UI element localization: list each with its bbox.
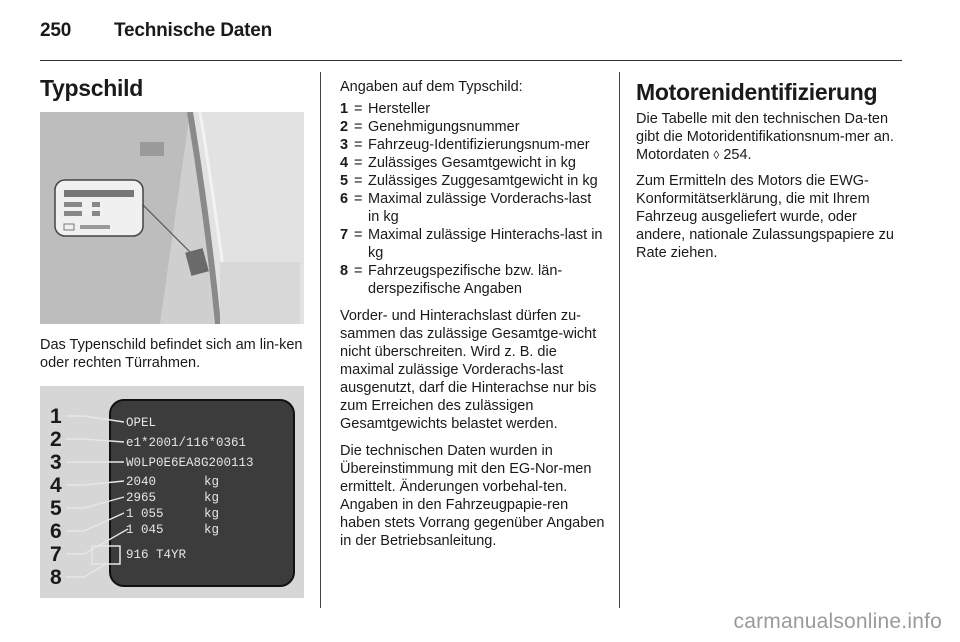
column-3 — [636, 78, 906, 262]
axle-load-paragraph: Vorder- und Hinterachslast dürfen zu-sammen das zulässige Gesamtge-wicht nicht überschreiten. Wird z. B. die maximal zulässige Vorderachs-last ausgenutzt, darf die Hinterachse nur bis zum Erreichen des zulässigen Gesamtgewichts belastet werden. — [340, 308, 597, 432]
page-reference[interactable]: 254. — [723, 147, 752, 163]
section-heading-motorenidentifizierung: Motorenidentifizierung — [636, 79, 878, 105]
plate-line-1: OPEL — [126, 416, 157, 430]
plate-unit-3: kg — [204, 507, 220, 521]
callout-1: 1 — [50, 405, 62, 428]
engine-table-paragraph: Die Tabelle mit den technischen Da-ten gibt die Motoridentifikationsnum-mer an. Motordaten ◊ 254. — [636, 111, 894, 163]
arrow-right-icon: ◊ — [713, 148, 720, 162]
plate-bottom-line: 916 T4YR — [126, 548, 187, 562]
plate-location-caption: Das Typenschild befindet sich am lin-ken oder rechten Türrahmen. — [40, 337, 303, 371]
callout-4: 4 — [50, 474, 62, 497]
column-2 — [340, 78, 606, 550]
callout-7: 7 — [50, 543, 62, 566]
column-divider-1 — [320, 72, 321, 608]
plate-item-list — [340, 100, 606, 298]
plate-list-title: Angaben auf dem Typschild: — [340, 79, 523, 95]
type-plate-drawing — [40, 386, 304, 598]
list-item: 7 = Maximal zulässige Hinterachs-last in kg — [340, 227, 603, 261]
callout-5: 5 — [50, 497, 62, 520]
header-title: Technische Daten — [114, 20, 272, 41]
header-rule — [40, 60, 902, 61]
plate-line-7: 1 045 — [126, 523, 164, 537]
list-item: 8 = Fahrzeugspezifische bzw. län-derspezifische Angaben — [340, 263, 563, 297]
plate-line-4: 2040 — [126, 475, 157, 489]
type-plate-illustration — [40, 386, 304, 598]
list-item: 5 = Zulässiges Zuggesamtgewicht in kg — [340, 173, 598, 189]
plate-unit-2: kg — [204, 491, 220, 505]
callout-8: 8 — [50, 566, 62, 589]
plate-line-2: e1*2001/116*0361 — [126, 436, 247, 450]
door-frame-illustration — [40, 112, 304, 324]
plate-line-3: W0LP0E6EA8G200113 — [126, 456, 254, 470]
callout-2: 2 — [50, 428, 62, 451]
list-item: 6 = Maximal zulässige Vorderachs-last in kg — [340, 191, 592, 225]
list-item: 4 = Zulässiges Gesamtgewicht in kg — [340, 155, 576, 171]
list-item: 2 = Genehmigungsnummer — [340, 119, 520, 135]
page-number: 250 — [40, 20, 72, 41]
callout-3: 3 — [50, 451, 62, 474]
plate-line-5: 2965 — [126, 491, 157, 505]
ec-norms-paragraph: Die technischen Daten wurden in Übereinstimmung mit den EG-Nor-men ermittelt. Änderungen vorbehal-ten. Angaben in den Fahrzeugpapie-ren haben stets Vorrang gegenüber Angaben in der Betriebsanleitung. — [340, 443, 605, 549]
section-heading-typschild: Typschild — [40, 75, 143, 101]
watermark: carmanualsonline.info — [733, 610, 942, 633]
plate-line-6: 1 055 — [126, 507, 164, 521]
list-item: 1 = Hersteller — [340, 101, 431, 117]
column-divider-2 — [619, 72, 620, 608]
plate-unit-4: kg — [204, 523, 220, 537]
ewg-conformity-paragraph: Zum Ermitteln des Motors die EWG-Konformitätserklärung, die mit Ihrem Fahrzeug ausgeliefert wurde, oder andere, nationale Zulassungspapiere zu Rate ziehen. — [636, 173, 894, 261]
plate-unit-1: kg — [204, 475, 220, 489]
door-frame-photo — [40, 112, 304, 324]
page-header — [40, 20, 272, 42]
column-1 — [40, 74, 304, 598]
callout-6: 6 — [50, 520, 62, 543]
list-item: 3 = Fahrzeug-Identifizierungsnum-mer — [340, 137, 590, 153]
